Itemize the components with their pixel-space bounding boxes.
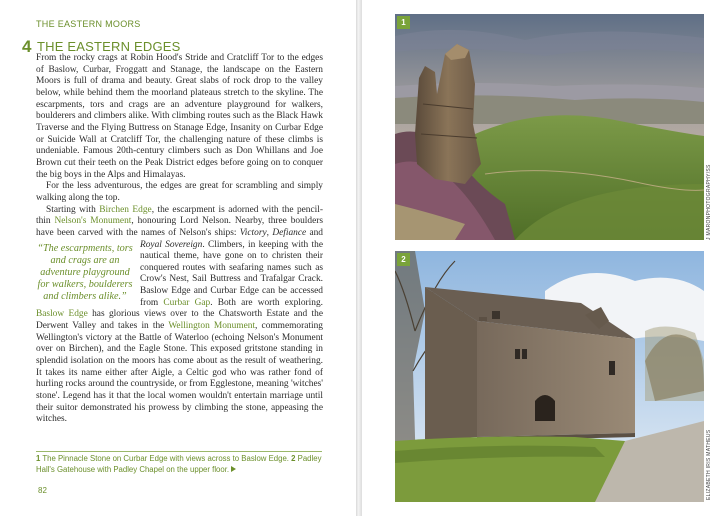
caption-text-1: The Pinnacle Stone on Curbar Edge with views across to Baslow Edge. bbox=[40, 454, 292, 463]
place-baslow-edge: Baslow Edge bbox=[36, 309, 88, 320]
photo-badge-2: 2 bbox=[397, 253, 410, 266]
text-run: , commemorating Wellington's victory at the Battle of Waterloo (echoing Nelson's Monument over on Birchen), and the Eagle Stone. This exposed gritstone standing in splendid isolation on the moors has come about as the result of weathering. It takes its name either after Aigle, a Celtic god who was rather fond of hurling rocks around the countryside, or from Egglestone, meaning 'witches' stone'. Legend has it that the local women wouldn't entertain marriage until their suitor demonstrated his prowess by climbing the stone, appeasing the witches. bbox=[36, 321, 323, 425]
paragraph-2: For the less adventurous, the edges are great for scrambling and simply walking along the top. bbox=[36, 181, 323, 203]
text-run: , bbox=[266, 227, 273, 238]
ship-defiance: Defiance bbox=[272, 227, 307, 238]
text-run: , honouring Lord Nelson. Nearby, three boulders have been carved with the names of Nelson's ships: bbox=[36, 216, 323, 238]
caption-text-2: Padley Hall's Gatehouse with Padley Chapel on the upper floor. bbox=[36, 454, 322, 474]
photo-pinnacle-stone bbox=[395, 14, 704, 240]
place-curbar-gap: Curbar Gap bbox=[163, 297, 211, 308]
text-run: . Climbers, in keeping with the nautical theme, have gone on to christen their conquered routes with seafaring names such as Crow's Nest, Sail Buttress and Trafalgar Crack. Baslow Edge and Curbar Edge can be accessed from bbox=[140, 239, 323, 308]
body-text bbox=[36, 53, 323, 426]
text-run: has glorious views over to the Chatsworth Estate and the Derwent Valley and takes in the bbox=[36, 309, 323, 332]
text-run: Starting with bbox=[46, 204, 100, 215]
ship-royal-sovereign: Royal Sovereign bbox=[140, 239, 203, 250]
ship-victory: Victory bbox=[239, 227, 267, 238]
photo-padley-gatehouse bbox=[395, 251, 704, 502]
caption-rule bbox=[36, 451, 322, 452]
place-birchen-edge: Birchen Edge bbox=[99, 204, 152, 215]
paragraph-1: From the rocky crags at Robin Hood's Stride and Cratcliff Tor to the edges of Baslow, Curbar, Froggatt and Stanage, the landscape on the Eastern Moors is full of drama and beauty. Great slabs of rock drop to the valley below, while behind them the moorland plateaus stretch to the skyline. The escarpments, tors and crags are an adventure playground for walkers, boulderers and climbers alike. With climbing routes such as the Black Hawk Traverse and the Flying Buttress on Stanage Edge, Insanity on Curbar Edge or Suicide Wall at Cratcliff Tor, the challenging nature of these climbs is undeniable. Famous 20th-century climbers such as Don Whillans and Joe Brown cut their teeth on the Peak District edges before going on to conquer the big boys in the Alps and Himalayas. bbox=[36, 53, 323, 180]
text-run: . Both are worth exploring. bbox=[210, 297, 323, 308]
text-run: , the escarpment is adorned with the pencil-thin bbox=[36, 204, 323, 227]
paragraph-3 bbox=[36, 205, 323, 426]
caption-number-2: 2 bbox=[291, 454, 296, 463]
photo-pinnacle-stone-illustration bbox=[395, 14, 704, 240]
photo-padley-gatehouse-illustration bbox=[395, 251, 704, 502]
place-nelsons-monument: Nelson's Monument bbox=[54, 216, 132, 227]
text-run: and bbox=[306, 227, 323, 238]
running-head: THE EASTERN MOORS bbox=[36, 19, 141, 29]
photo-credit-2: ELIZABETH IRIS MATHEUS bbox=[706, 429, 712, 500]
photo-caption bbox=[36, 454, 326, 475]
triangle-arrow-icon bbox=[231, 466, 236, 472]
page-gutter bbox=[356, 0, 362, 516]
caption-number-1: 1 bbox=[36, 454, 41, 463]
section-number: 4 bbox=[22, 37, 32, 56]
photo-badge-1: 1 bbox=[397, 16, 410, 29]
page-number: 82 bbox=[38, 486, 47, 495]
photo-credit-1: J MARONPHOTOGRAPHY/SS bbox=[706, 164, 712, 240]
left-page bbox=[22, 0, 332, 516]
section-title: THE EASTERN EDGES bbox=[37, 39, 181, 54]
place-wellington-monument: Wellington Monument bbox=[168, 321, 256, 332]
pull-quote: “The escarpments, tors and crags are an adventure playground for walkers, boulderers and climbers alike.” bbox=[37, 242, 133, 302]
